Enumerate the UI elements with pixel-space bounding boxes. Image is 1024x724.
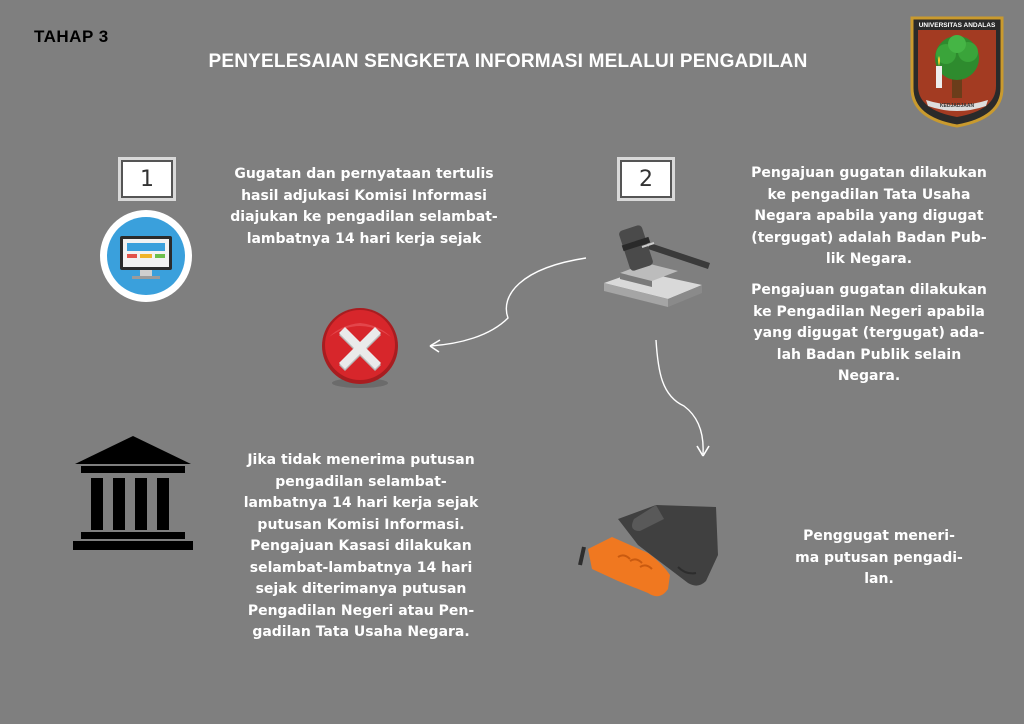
page-title: PENYELESAIAN SENGKETA INFORMASI MELALUI PENGADILAN (208, 51, 808, 72)
emblem-bottom-text: KEDJADJAAN (939, 103, 975, 109)
step-1-number: 1 (140, 166, 154, 192)
arrow-to-handshake (656, 340, 703, 454)
emblem-top-text: UNIVERSITAS ANDALAS (918, 22, 996, 29)
step-1-text: Gugatan dan pernyataan tertulis hasil adjukasi Komisi Informasi diajukan ke pengadilan selambat- lambatnya 14 hari kerja sejak (230, 166, 498, 247)
step-2-text-pn: Pengajuan gugatan dilakukan ke Pengadilan Negeri apabila yang digugat (tergugat) ada- lah Badan Publik selain Negara. (751, 282, 987, 384)
courthouse-icon (73, 436, 193, 551)
step-2-text-tun: Pengajuan gugatan dilakukan ke pengadilan Tata Usaha Negara apabila yang digugat (tergugat) adalah Badan Pub- lik Negara. (751, 165, 987, 267)
accept-text: Penggugat meneri- ma putusan pengadi- lan. (795, 528, 963, 587)
step-2-number: 2 (639, 166, 653, 192)
stage-label: TAHAP 3 (34, 27, 109, 46)
arrow-to-reject (430, 258, 586, 346)
cassation-text: Jika tidak menerima putusan pengadilan selambat- lambatnya 14 hari kerja sejak putusan Komisi Informasi. Pengajuan Kasasi dilakukan selambat-lambatnya 14 hari sejak diterimanya putusan Pengadilan Negeri atau Pen- gadilan Tata Usaha Negara. (243, 452, 479, 640)
handshake-icon (578, 497, 738, 615)
